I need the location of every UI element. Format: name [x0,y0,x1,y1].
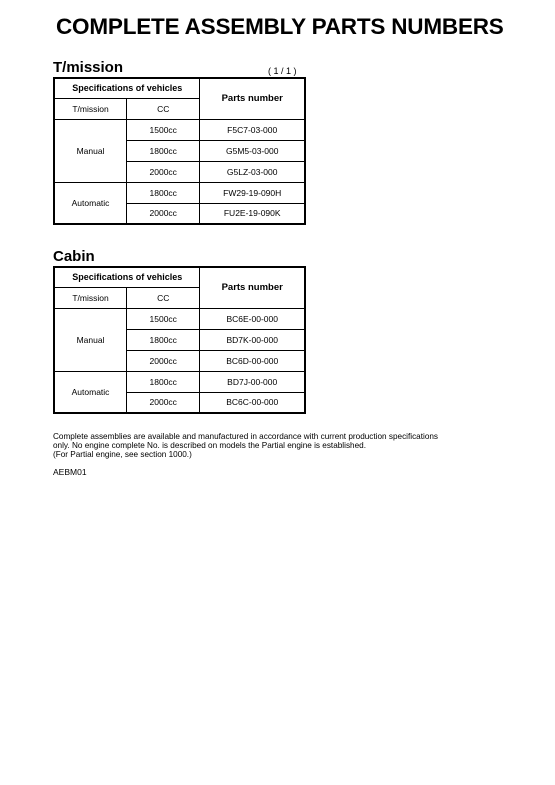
group-label-manual: Manual [54,308,127,371]
parts-number-header: Parts number [200,267,305,308]
parts-number-cell: BD7J-00-000 [200,371,305,392]
footnote-line: only. No engine complete No. is described on models the Partial engine is established. [53,441,366,450]
parts-number-cell: G5M5-03-000 [200,140,305,161]
tmission-column-header: T/mission [54,98,127,119]
tmission-heading: T/mission [53,59,124,76]
cc-cell: 2000cc [127,350,200,371]
parts-number-cell: BC6D-00-000 [200,350,305,371]
parts-number-cell: F5C7-03-000 [200,119,305,140]
cc-cell: 1800cc [127,329,200,350]
parts-number-cell: BC6C-00-000 [200,392,305,413]
cc-cell: 1800cc [127,182,200,203]
tmission-table [53,77,306,225]
table-row [54,119,305,140]
table-row [54,308,305,329]
cc-cell: 1500cc [127,308,200,329]
parts-number-cell: G5LZ-03-000 [200,161,305,182]
table-row [54,371,305,392]
group-label-manual: Manual [54,119,127,182]
table-row [54,182,305,203]
cc-cell: 2000cc [127,203,200,224]
footnote-line: Complete assemblies are available and manufactured in accordance with current production specifications [53,432,439,441]
parts-number-cell: FW29-19-090H [200,182,305,203]
cc-cell: 1500cc [127,119,200,140]
page-title: COMPLETE ASSEMBLY PARTS NUMBERS [56,14,504,39]
group-label-automatic: Automatic [54,182,127,224]
parts-number-cell: FU2E-19-090K [200,203,305,224]
footnote-line: (For Partial engine, see section 1000.) [53,450,192,459]
cc-column-header: CC [127,98,200,119]
spec-header: Specifications of vehicles [54,78,200,98]
parts-number-cell: BD7K-00-000 [200,329,305,350]
parts-number-header: Parts number [200,78,305,119]
cabin-heading: Cabin [53,248,95,265]
cc-cell: 1800cc [127,371,200,392]
cc-cell: 2000cc [127,392,200,413]
parts-number-cell: BC6E-00-000 [200,308,305,329]
page-number: ( 1 / 1 ) [268,66,297,76]
footnote [53,432,438,459]
document-code: AEBM01 [53,467,87,477]
group-label-automatic: Automatic [54,371,127,413]
cabin-table [53,266,306,414]
cc-cell: 2000cc [127,161,200,182]
tmission-column-header: T/mission [54,287,127,308]
spec-header: Specifications of vehicles [54,267,200,287]
cc-cell: 1800cc [127,140,200,161]
cc-column-header: CC [127,287,200,308]
